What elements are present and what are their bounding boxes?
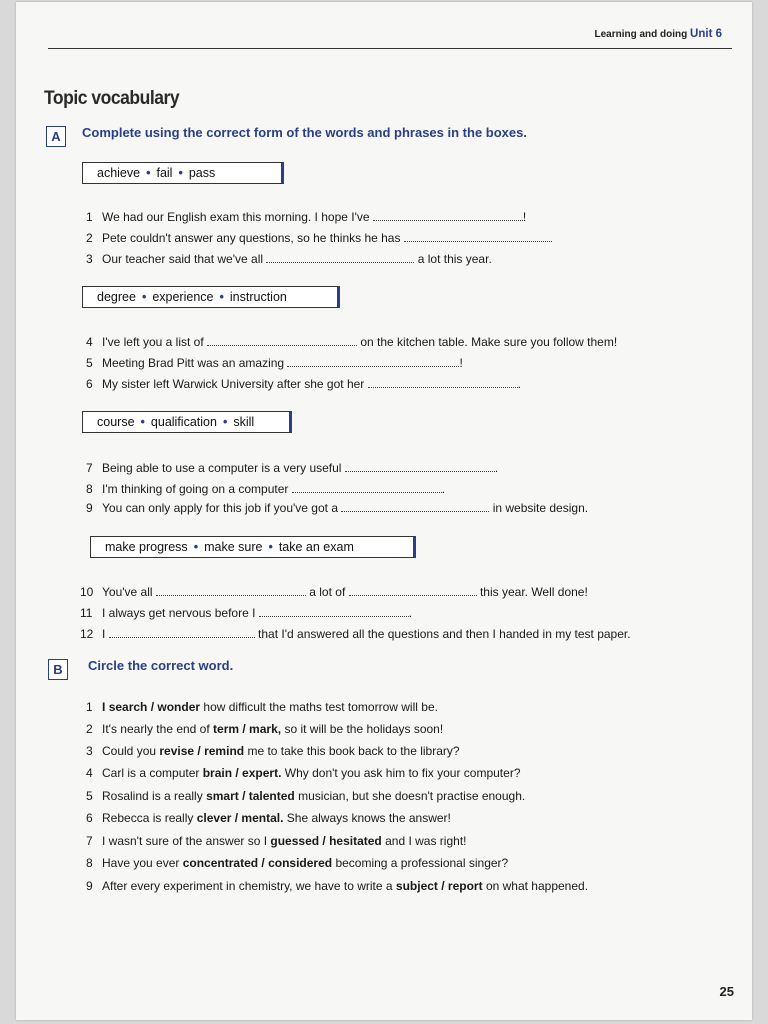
word-box-1: achieve • fail • pass xyxy=(82,162,284,184)
list-item: 10 You've all a lot of this year. Well done! xyxy=(80,585,588,599)
list-item: 2 It's nearly the end of term / mark, so it will be the holidays soon! xyxy=(86,722,444,736)
word-box-item: experience xyxy=(152,290,214,304)
answer-blank[interactable] xyxy=(156,585,306,596)
answer-blank[interactable] xyxy=(266,252,414,263)
list-item: 8 Have you ever concentrated / considered becoming a professional singer? xyxy=(86,856,509,870)
word-choice[interactable]: smart / talented xyxy=(206,789,295,803)
answer-blank[interactable] xyxy=(287,356,459,367)
word-box-4: make progress • make sure • take an exam xyxy=(90,536,416,558)
answer-blank[interactable] xyxy=(368,377,518,388)
word-box-item: skill xyxy=(233,415,255,429)
list-item: 4 Carl is a computer brain / expert. Why don't you ask him to fix your computer? xyxy=(86,766,521,780)
list-item: 5 Rosalind is a really smart / talented musician, but she doesn't practise enough. xyxy=(86,789,526,803)
list-item: 7 Being able to use a computer is a very useful . xyxy=(86,461,499,475)
word-choice[interactable]: brain / expert. xyxy=(202,766,282,780)
word-box-item: make sure xyxy=(204,540,263,554)
list-item: 6 My sister left Warwick University after she got her . xyxy=(86,377,521,391)
word-box-item: qualification xyxy=(150,415,217,429)
section-b-label: B xyxy=(48,659,68,680)
answer-blank[interactable] xyxy=(373,210,523,221)
section-a-instruction: Complete using the correct form of the words and phrases in the boxes. xyxy=(82,125,527,140)
list-item: 3 Could you revise / remind me to take this book back to the library? xyxy=(86,744,460,758)
header-rule xyxy=(48,48,732,49)
list-item: 1 I search / wonder how difficult the maths test tomorrow will be. xyxy=(86,700,438,714)
list-item: 2 Pete couldn't answer any questions, so he thinks he has xyxy=(86,230,552,246)
page-title: Topic vocabulary xyxy=(44,88,180,109)
section-b-instruction: Circle the correct word. xyxy=(88,658,234,673)
word-choice[interactable]: subject / report xyxy=(395,879,483,893)
word-choice[interactable]: concentrated / considered xyxy=(182,856,333,870)
running-head xyxy=(594,28,722,40)
answer-blank[interactable] xyxy=(349,585,477,596)
word-box-item: degree xyxy=(97,290,136,304)
word-box-2: degree • experience • instruction xyxy=(82,286,340,308)
answer-blank[interactable] xyxy=(345,461,495,472)
answer-blank[interactable] xyxy=(207,335,357,346)
word-box-item: fail xyxy=(156,166,173,180)
word-box-item: achieve xyxy=(97,166,141,180)
list-item: 11 I always get nervous before I . xyxy=(80,606,413,620)
list-item: 6 Rebecca is really clever / mental. She always knows the answer! xyxy=(86,811,451,825)
answer-blank[interactable] xyxy=(109,627,255,638)
list-item: 4 I've left you a list of on the kitchen table. Make sure you follow them! xyxy=(86,335,618,349)
page-number: 25 xyxy=(719,984,734,999)
answer-blank[interactable] xyxy=(404,231,552,242)
word-choice[interactable]: clever / mental. xyxy=(196,811,284,825)
word-box-item: instruction xyxy=(229,290,287,304)
list-item: 7 I wasn't sure of the answer so I guessed / hesitated and I was right! xyxy=(86,834,467,848)
word-choice[interactable]: revise / remind xyxy=(159,744,245,758)
list-item: 5 Meeting Brad Pitt was an amazing ! xyxy=(86,356,463,370)
word-box-item: take an exam xyxy=(278,540,354,554)
textbook-page xyxy=(16,2,752,1020)
running-head-text: Learning and doing xyxy=(594,29,688,40)
word-box-3: course • qualification • skill xyxy=(82,411,292,433)
word-choice[interactable]: guessed / hesitated xyxy=(270,834,382,848)
answer-blank[interactable] xyxy=(292,482,442,493)
word-choice[interactable]: search / wonder xyxy=(108,700,201,714)
list-item: 8 I'm thinking of going on a computer . xyxy=(86,482,446,496)
word-choice[interactable]: term / mark, xyxy=(213,722,282,736)
list-item: 9 You can only apply for this job if you've got a in website design. xyxy=(86,501,589,515)
list-item: 1 We had our English exam this morning. I hope I've ! xyxy=(86,210,527,224)
word-box-item: make progress xyxy=(105,540,188,554)
word-box-item: pass xyxy=(188,166,216,180)
list-item: 3 Our teacher said that we've all a lot this year. xyxy=(86,252,492,266)
section-a-label: A xyxy=(46,126,66,147)
list-item: 12 I that I'd answered all the questions and then I handed in my test paper. xyxy=(80,627,631,641)
word-box-item: course xyxy=(97,415,135,429)
answer-blank[interactable] xyxy=(341,501,489,512)
list-item: 9 After every experiment in chemistry, we have to write a subject / report on what happened. xyxy=(86,879,589,893)
answer-blank[interactable] xyxy=(259,606,409,617)
unit-label: Unit 6 xyxy=(690,28,722,40)
